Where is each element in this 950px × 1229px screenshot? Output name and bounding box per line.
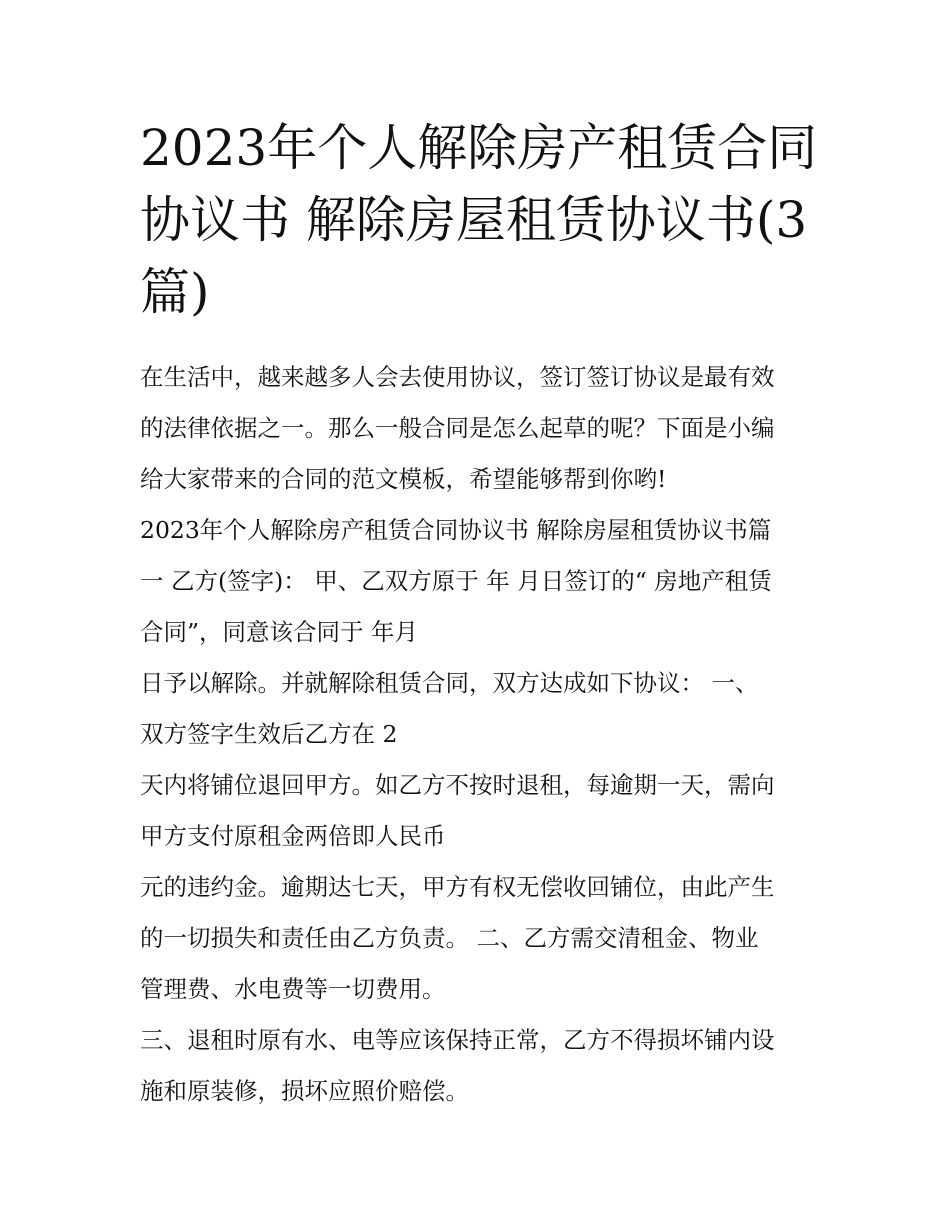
body-line-6: 合同”，同意该合同于 年月 <box>140 618 418 646</box>
body-line-2: 的法律依据之一。那么一般合同是怎么起草的呢？下面是小编 <box>140 414 775 442</box>
body-line-10: 甲方支付原租金两倍即人民币 <box>140 822 446 850</box>
title-line-3: 篇) <box>140 263 210 321</box>
body-line-5: 一 乙方(签字)： 甲、乙双方原于 年 月日签订的“ 房地产租赁 <box>140 567 772 595</box>
body-line-7: 日予以解除。并就解除租赁合同，双方达成如下协议： 一、 <box>140 669 759 697</box>
title-line-1: 2023年个人解除房产租赁合同 <box>140 119 818 177</box>
body-line-9: 天内将铺位退回甲方。如乙方不按时退租，每逾期一天，需向 <box>140 771 775 799</box>
body-line-1: 在生活中，越来越多人会去使用协议，签订签订协议是最有效 <box>140 363 775 391</box>
body-line-3: 给大家带来的合同的范文模板，希望能够帮到你哟! <box>140 465 667 493</box>
document-body <box>140 352 820 1117</box>
body-line-14: 三、退租时原有水、电等应该保持正常，乙方不得损坏铺内设 <box>140 1026 775 1054</box>
body-line-13: 管理费、水电费等一切费用。 <box>140 975 446 1003</box>
body-line-12: 的一切损失和责任由乙方负责。 二、乙方需交清租金、物业 <box>140 924 759 952</box>
document-title <box>140 112 820 328</box>
title-line-2: 协议书 解除房屋租赁协议书(3 <box>140 191 808 249</box>
body-line-11: 元的违约金。逾期达七天，甲方有权无偿收回铺位，由此产生 <box>140 873 775 901</box>
body-line-15: 施和原装修，损坏应照价赔偿。 <box>140 1077 469 1105</box>
body-line-8: 双方签字生效后乙方在 2 <box>140 720 398 748</box>
body-line-4: 2023年个人解除房产租赁合同协议书 解除房屋租赁协议书篇 <box>140 516 772 544</box>
